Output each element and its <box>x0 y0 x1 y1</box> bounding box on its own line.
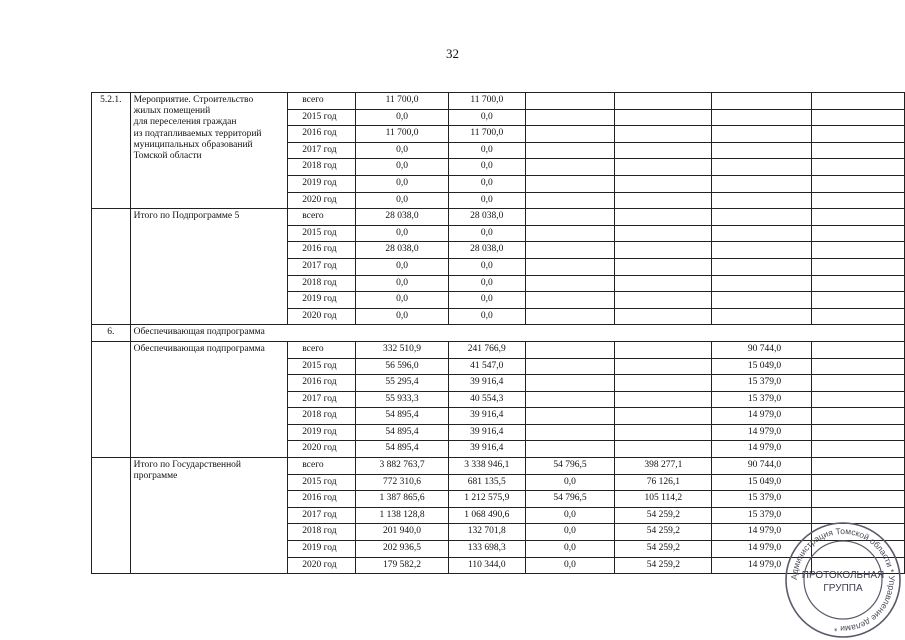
value-cell: 54 259,2 <box>615 507 712 524</box>
empty-cell <box>812 408 905 425</box>
period-cell: всего <box>288 93 356 110</box>
value-cell: 11 700,0 <box>448 126 525 143</box>
row-number-cell: 5.2.1. <box>92 93 131 209</box>
value-cell <box>615 275 712 292</box>
period-cell: 2017 год <box>288 507 356 524</box>
period-cell: 2020 год <box>288 557 356 574</box>
value-cell: 132 701,8 <box>448 524 525 541</box>
value-cell <box>712 275 812 292</box>
empty-cell <box>812 275 905 292</box>
value-cell: 14 979,0 <box>712 408 812 425</box>
empty-cell <box>812 292 905 309</box>
value-cell <box>525 441 615 458</box>
period-cell: 2015 год <box>288 358 356 375</box>
empty-cell <box>812 474 905 491</box>
value-cell <box>525 209 615 226</box>
empty-cell <box>812 109 905 126</box>
value-cell: 39 916,4 <box>448 408 525 425</box>
value-cell <box>525 175 615 192</box>
official-seal-stamp <box>783 520 903 640</box>
value-cell <box>615 341 712 358</box>
item-name-line: Итого по Подпрограмме 5 <box>133 211 240 222</box>
page-number: 32 <box>446 46 459 61</box>
value-cell: 0,0 <box>525 541 615 558</box>
value-cell: 110 344,0 <box>448 557 525 574</box>
period-cell: 2019 год <box>288 292 356 309</box>
table-row <box>92 93 905 110</box>
value-cell <box>615 126 712 143</box>
item-name-cell <box>130 341 288 457</box>
empty-cell <box>812 225 905 242</box>
value-cell: 54 259,2 <box>615 557 712 574</box>
value-cell: 0,0 <box>448 225 525 242</box>
value-cell: 39 916,4 <box>448 424 525 441</box>
empty-cell <box>812 242 905 259</box>
value-cell: 0,0 <box>448 159 525 176</box>
value-cell <box>525 308 615 325</box>
period-cell: 2016 год <box>288 126 356 143</box>
period-cell: 2018 год <box>288 408 356 425</box>
item-name-cell <box>130 93 288 209</box>
value-cell <box>525 159 615 176</box>
table-row <box>92 325 905 342</box>
value-cell <box>525 126 615 143</box>
period-cell: 2020 год <box>288 308 356 325</box>
value-cell: 90 744,0 <box>712 458 812 475</box>
empty-cell <box>812 308 905 325</box>
value-cell: 28 038,0 <box>356 209 449 226</box>
empty-cell <box>812 491 905 508</box>
value-cell: 0,0 <box>356 258 449 275</box>
value-cell <box>615 93 712 110</box>
period-cell: 2017 год <box>288 142 356 159</box>
period-cell: 2019 год <box>288 424 356 441</box>
value-cell <box>615 209 712 226</box>
period-cell: 2019 год <box>288 541 356 558</box>
period-cell: всего <box>288 341 356 358</box>
table-row <box>92 209 905 226</box>
value-cell: 0,0 <box>356 159 449 176</box>
value-cell: 15 049,0 <box>712 474 812 491</box>
value-cell <box>712 126 812 143</box>
value-cell: 0,0 <box>525 507 615 524</box>
value-cell: 3 338 946,1 <box>448 458 525 475</box>
value-cell: 241 766,9 <box>448 341 525 358</box>
stamp-ring-text: Администрация Томской области * Управление делами * <box>788 525 898 635</box>
value-cell <box>525 109 615 126</box>
value-cell: 15 379,0 <box>712 491 812 508</box>
value-cell: 0,0 <box>448 275 525 292</box>
value-cell: 1 212 575,9 <box>448 491 525 508</box>
value-cell: 0,0 <box>448 308 525 325</box>
value-cell <box>712 242 812 259</box>
value-cell: 54 259,2 <box>615 524 712 541</box>
period-cell: 2020 год <box>288 192 356 209</box>
value-cell: 55 933,3 <box>356 391 449 408</box>
value-cell: 0,0 <box>525 474 615 491</box>
value-cell: 55 295,4 <box>356 375 449 392</box>
item-name-line: Итого по Государственной <box>133 460 241 471</box>
empty-cell <box>812 441 905 458</box>
value-cell: 54 796,5 <box>525 491 615 508</box>
value-cell: 0,0 <box>448 192 525 209</box>
value-cell: 15 379,0 <box>712 375 812 392</box>
value-cell: 202 936,5 <box>356 541 449 558</box>
empty-cell <box>812 258 905 275</box>
period-cell: 2018 год <box>288 159 356 176</box>
value-cell: 772 310,6 <box>356 474 449 491</box>
value-cell: 0,0 <box>448 142 525 159</box>
section-title-cell: Обеспечивающая подпрограмма <box>130 325 904 342</box>
period-cell: 2018 год <box>288 275 356 292</box>
value-cell: 15 379,0 <box>712 507 812 524</box>
empty-cell <box>812 126 905 143</box>
empty-cell <box>812 159 905 176</box>
value-cell <box>712 292 812 309</box>
value-cell <box>525 292 615 309</box>
table-row <box>92 341 905 358</box>
value-cell: 179 582,2 <box>356 557 449 574</box>
value-cell: 15 379,0 <box>712 391 812 408</box>
item-name-line: Томской области <box>133 151 202 162</box>
value-cell <box>615 175 712 192</box>
value-cell <box>615 391 712 408</box>
value-cell: 54 259,2 <box>615 541 712 558</box>
budget-table <box>91 92 905 574</box>
value-cell: 0,0 <box>356 142 449 159</box>
period-cell: 2018 год <box>288 524 356 541</box>
period-cell: 2016 год <box>288 242 356 259</box>
value-cell <box>615 292 712 309</box>
value-cell: 0,0 <box>448 175 525 192</box>
value-cell <box>615 225 712 242</box>
value-cell <box>615 258 712 275</box>
value-cell: 41 547,0 <box>448 358 525 375</box>
value-cell <box>525 242 615 259</box>
value-cell: 681 135,5 <box>448 474 525 491</box>
period-cell: всего <box>288 209 356 226</box>
table-row <box>92 458 905 475</box>
value-cell: 11 700,0 <box>448 93 525 110</box>
period-cell: 2016 год <box>288 375 356 392</box>
value-cell: 0,0 <box>525 557 615 574</box>
item-name-line: жилых помещений <box>133 106 211 117</box>
value-cell <box>712 109 812 126</box>
period-cell: 2020 год <box>288 441 356 458</box>
value-cell <box>615 408 712 425</box>
value-cell <box>615 441 712 458</box>
item-name-line: муниципальных образований <box>133 139 253 150</box>
value-cell <box>712 159 812 176</box>
value-cell: 14 979,0 <box>712 424 812 441</box>
empty-cell <box>812 424 905 441</box>
item-name-cell <box>130 458 288 574</box>
value-cell <box>615 308 712 325</box>
value-cell: 105 114,2 <box>615 491 712 508</box>
empty-cell <box>812 93 905 110</box>
value-cell: 133 698,3 <box>448 541 525 558</box>
value-cell: 11 700,0 <box>356 93 449 110</box>
value-cell: 201 940,0 <box>356 524 449 541</box>
period-cell: 2017 год <box>288 391 356 408</box>
value-cell: 0,0 <box>356 109 449 126</box>
empty-cell <box>812 175 905 192</box>
value-cell: 14 979,0 <box>712 441 812 458</box>
value-cell: 0,0 <box>356 175 449 192</box>
value-cell: 90 744,0 <box>712 341 812 358</box>
value-cell: 54 895,4 <box>356 441 449 458</box>
value-cell <box>712 175 812 192</box>
period-cell: 2015 год <box>288 225 356 242</box>
value-cell: 0,0 <box>448 109 525 126</box>
period-cell: 2015 год <box>288 474 356 491</box>
value-cell: 39 916,4 <box>448 441 525 458</box>
value-cell: 40 554,3 <box>448 391 525 408</box>
empty-cell <box>812 391 905 408</box>
value-cell: 0,0 <box>448 292 525 309</box>
value-cell <box>615 375 712 392</box>
value-cell <box>712 225 812 242</box>
value-cell <box>525 391 615 408</box>
item-name-line: Обеспечивающая подпрограмма <box>133 343 265 354</box>
value-cell: 39 916,4 <box>448 375 525 392</box>
row-number-cell <box>92 341 131 457</box>
value-cell: 0,0 <box>356 275 449 292</box>
value-cell: 1 138 128,8 <box>356 507 449 524</box>
value-cell: 28 038,0 <box>356 242 449 259</box>
value-cell: 1 387 865,6 <box>356 491 449 508</box>
value-cell: 11 700,0 <box>356 126 449 143</box>
value-cell <box>712 142 812 159</box>
empty-cell <box>812 192 905 209</box>
value-cell <box>615 159 712 176</box>
item-name-line: Мероприятие. Строительство <box>133 95 254 105</box>
value-cell <box>712 192 812 209</box>
period-cell: всего <box>288 458 356 475</box>
value-cell <box>712 93 812 110</box>
value-cell <box>712 308 812 325</box>
item-name-line: программе <box>133 471 178 482</box>
value-cell: 0,0 <box>448 258 525 275</box>
value-cell <box>525 424 615 441</box>
value-cell: 0,0 <box>356 225 449 242</box>
value-cell: 54 796,5 <box>525 458 615 475</box>
value-cell: 0,0 <box>525 524 615 541</box>
value-cell <box>712 258 812 275</box>
stamp-center-line-1: ПРОТОКОЛЬНАЯ <box>801 570 885 581</box>
value-cell: 3 882 763,7 <box>356 458 449 475</box>
value-cell: 56 596,0 <box>356 358 449 375</box>
value-cell: 332 510,9 <box>356 341 449 358</box>
value-cell <box>525 275 615 292</box>
value-cell <box>712 209 812 226</box>
value-cell <box>615 424 712 441</box>
value-cell: 0,0 <box>356 308 449 325</box>
value-cell: 54 895,4 <box>356 424 449 441</box>
value-cell: 14 979,0 <box>712 541 812 558</box>
empty-cell <box>812 209 905 226</box>
empty-cell <box>812 142 905 159</box>
value-cell: 54 895,4 <box>356 408 449 425</box>
value-cell: 14 979,0 <box>712 524 812 541</box>
value-cell <box>615 109 712 126</box>
empty-cell <box>812 341 905 358</box>
row-number-cell <box>92 209 131 325</box>
value-cell <box>525 341 615 358</box>
empty-cell <box>812 375 905 392</box>
period-cell: 2019 год <box>288 175 356 192</box>
empty-cell <box>812 358 905 375</box>
value-cell <box>525 192 615 209</box>
value-cell <box>615 358 712 375</box>
value-cell <box>525 142 615 159</box>
value-cell: 398 277,1 <box>615 458 712 475</box>
value-cell: 76 126,1 <box>615 474 712 491</box>
period-cell: 2016 год <box>288 491 356 508</box>
item-name-line: для переселения граждан <box>133 117 237 128</box>
stamp-center-line-2: ГРУППА <box>823 583 863 594</box>
row-number-cell <box>92 458 131 574</box>
empty-cell <box>812 458 905 475</box>
value-cell: 14 979,0 <box>712 557 812 574</box>
period-cell: 2017 год <box>288 258 356 275</box>
value-cell <box>525 375 615 392</box>
value-cell: 0,0 <box>356 192 449 209</box>
item-name-line: из подтапливаемых территорий <box>133 128 262 139</box>
value-cell <box>615 142 712 159</box>
value-cell <box>525 258 615 275</box>
value-cell <box>525 93 615 110</box>
value-cell <box>615 242 712 259</box>
value-cell <box>525 408 615 425</box>
value-cell: 28 038,0 <box>448 242 525 259</box>
value-cell: 0,0 <box>356 292 449 309</box>
value-cell: 28 038,0 <box>448 209 525 226</box>
item-name-cell <box>130 209 288 325</box>
row-number-cell: 6. <box>92 325 131 342</box>
period-cell: 2015 год <box>288 109 356 126</box>
value-cell: 1 068 490,6 <box>448 507 525 524</box>
value-cell <box>525 358 615 375</box>
value-cell: 15 049,0 <box>712 358 812 375</box>
value-cell <box>525 225 615 242</box>
value-cell <box>615 192 712 209</box>
